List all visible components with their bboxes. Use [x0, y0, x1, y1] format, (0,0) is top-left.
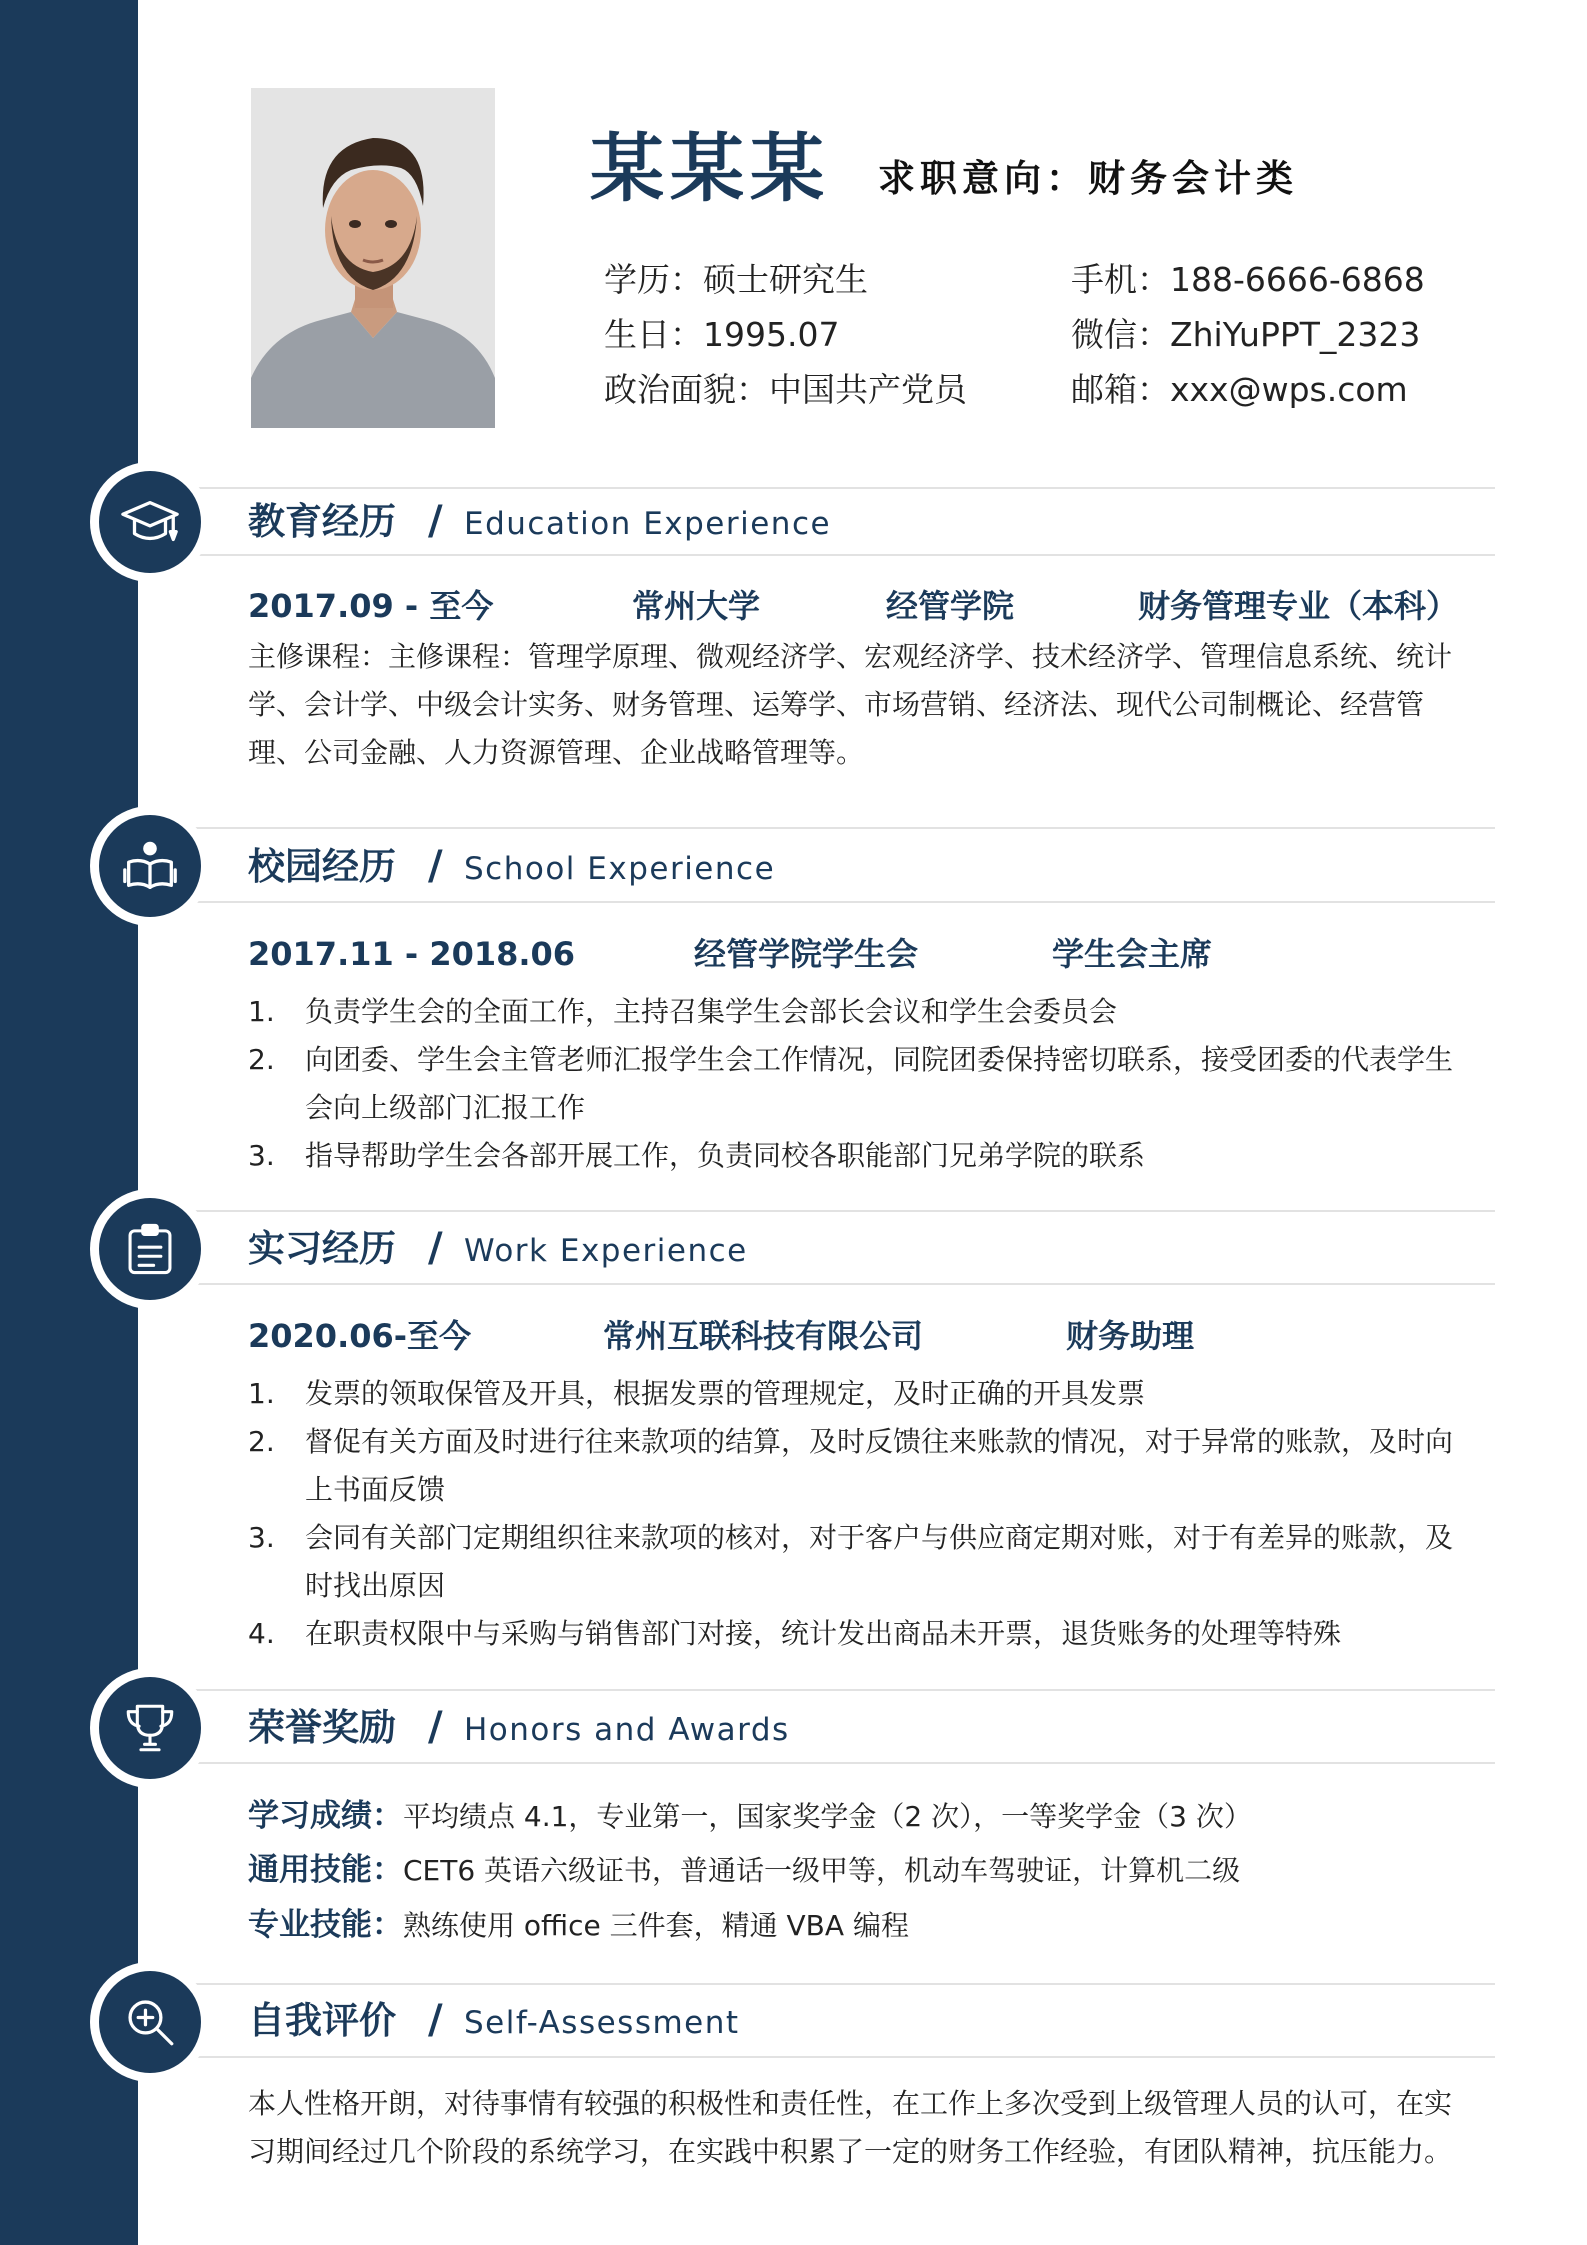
info-value: xxx@wps.com [1170, 370, 1408, 409]
info-political [604, 370, 967, 409]
list-item [248, 1418, 1468, 1514]
edu-major: 财务管理专业（本科） [1138, 587, 1459, 625]
info-label: 微信 ： [1071, 315, 1170, 354]
section-icon-badge [90, 1668, 210, 1788]
edu-period: 2017.09 - 至今 [248, 587, 494, 625]
award-text: 平均绩点 4.1，专业第一，国家奖学金（2 次），一等奖学金（3 次） [403, 1800, 1252, 1833]
sidebar-band [0, 0, 138, 2245]
section-icon-badge [90, 1189, 210, 1309]
list-text: 督促有关方面及时进行往来款项的结算，及时反馈往来账款的情况，对于异常的账款，及时向上书面反馈 [305, 1425, 1454, 1506]
trophy-icon [121, 1699, 179, 1757]
candidate-name: 某某某 [590, 126, 830, 212]
list-text: 会同有关部门定期组织往来款项的核对，对于客户与供应商定期对账，对于有差异的账款，及时找出原因 [305, 1521, 1454, 1602]
school-role: 学生会主席 [1052, 935, 1213, 973]
award-text: CET6 英语六级证书，普通话一级甲等，机动车驾驶证，计算机二级 [403, 1854, 1241, 1887]
list-item [248, 1370, 1468, 1418]
work-role: 财务助理 [1066, 1317, 1195, 1355]
info-value: ZhiYuPPT_2323 [1170, 315, 1421, 354]
edu-school: 常州大学 [632, 587, 761, 625]
section-slash: / [428, 1704, 443, 1750]
info-value: 中国共产党员 [769, 370, 967, 409]
info-value: 188-6666-6868 [1170, 260, 1425, 299]
section-divider [180, 1689, 1495, 1691]
list-number: 3. [248, 1139, 275, 1172]
section-title: 校园经历 [248, 845, 396, 888]
section-divider [180, 1983, 1495, 1985]
work-company: 常州互联科技有限公司 [603, 1317, 924, 1355]
info-wechat [1071, 315, 1421, 354]
profile-photo [251, 88, 495, 428]
section-title: 实习经历 [248, 1227, 396, 1270]
award-label: 通用技能： [248, 1852, 403, 1888]
magnifier-plus-icon [121, 1993, 179, 2051]
section-divider [180, 901, 1495, 903]
edu-college: 经管学院 [886, 587, 1015, 625]
graduation-cap-icon [119, 491, 181, 553]
section-divider [180, 1210, 1495, 1212]
section-divider [180, 487, 1495, 489]
school-duties-list [248, 988, 1468, 1180]
section-divider [180, 1762, 1495, 1764]
section-slash: / [428, 1997, 443, 2043]
section-slash: / [428, 843, 443, 889]
list-number: 3. [248, 1521, 275, 1554]
section-icon-badge [90, 806, 210, 926]
section-icon-badge [90, 1962, 210, 2082]
section-title-en: School Experience [464, 851, 776, 887]
work-duties-list [248, 1370, 1468, 1658]
list-item [248, 1610, 1468, 1658]
info-value: 1995.07 [703, 315, 840, 354]
award-label: 专业技能： [248, 1907, 403, 1943]
job-intent: 求职意向：财务会计类 [878, 157, 1298, 200]
section-title: 荣誉奖励 [248, 1706, 396, 1749]
section-divider [180, 2056, 1495, 2058]
award-row [248, 1907, 909, 1943]
section-divider [180, 827, 1495, 829]
section-title-en: Education Experience [464, 506, 832, 542]
section-icon-badge [90, 462, 210, 582]
list-text: 发票的领取保管及开具，根据发票的管理规定，及时正确的开具发票 [305, 1377, 1146, 1410]
section-divider [180, 554, 1495, 556]
list-number: 1. [248, 1377, 275, 1410]
section-slash: / [428, 498, 443, 544]
section-title: 教育经历 [248, 500, 396, 543]
award-row [248, 1798, 1252, 1834]
edu-courses: 主修课程：主修课程：管理学原理、微观经济学、宏观经济学、技术经济学、管理信息系统、统计学、会计学、中级会计实务、财务管理、运筹学、市场营销、经济法、现代公司制概论、经营管理、公司金融、人力资源管理、企业战略管理等。 [248, 640, 1453, 769]
list-number: 2. [248, 1425, 275, 1458]
list-item [248, 1514, 1468, 1610]
reading-person-icon [119, 835, 181, 897]
award-row [248, 1852, 1241, 1888]
section-title-en: Self-Assessment [464, 2005, 740, 2041]
info-label: 政治面貌 ： [604, 370, 769, 409]
list-number: 1. [248, 995, 275, 1028]
info-label: 生日 ： [604, 315, 703, 354]
section-divider [180, 1283, 1495, 1285]
list-item [248, 1036, 1468, 1132]
info-label: 手机 ： [1071, 260, 1170, 299]
info-label: 邮箱 ： [1071, 370, 1170, 409]
info-education [604, 260, 868, 299]
list-number: 4. [248, 1617, 275, 1650]
info-phone [1071, 260, 1425, 299]
section-title-en: Honors and Awards [464, 1712, 790, 1748]
info-birthday [604, 315, 840, 354]
school-period: 2017.11 - 2018.06 [248, 935, 576, 973]
award-label: 学习成绩： [248, 1798, 403, 1834]
section-slash: / [428, 1225, 443, 1271]
award-text: 熟练使用 office 三件套，精通 VBA 编程 [403, 1909, 909, 1942]
self-assessment-text: 本人性格开朗，对待事情有较强的积极性和责任性，在工作上多次受到上级管理人员的认可，在实习期间经过几个阶段的系统学习，在实践中积累了一定的财务工作经验，有团队精神，抗压能力。 [248, 2087, 1453, 2168]
school-org: 经管学院学生会 [694, 935, 919, 973]
clipboard-icon [121, 1220, 179, 1278]
list-item [248, 1132, 1468, 1180]
list-text: 负责学生会的全面工作，主持召集学生会部长会议和学生会委员会 [305, 995, 1118, 1028]
list-text: 向团委、学生会主管老师汇报学生会工作情况，同院团委保持密切联系，接受团委的代表学生会向上级部门汇报工作 [305, 1043, 1454, 1124]
info-value: 硕士研究生 [703, 260, 868, 299]
section-title-en: Work Experience [464, 1233, 748, 1269]
section-title: 自我评价 [248, 1999, 396, 2042]
list-item [248, 988, 1468, 1036]
info-label: 学历 ： [604, 260, 703, 299]
info-email [1071, 370, 1408, 409]
list-number: 2. [248, 1043, 275, 1076]
list-text: 指导帮助学生会各部开展工作，负责同校各职能部门兄弟学院的联系 [305, 1139, 1146, 1172]
work-period: 2020.06-至今 [248, 1317, 472, 1355]
list-text: 在职责权限中与采购与销售部门对接，统计发出商品未开票，退货账务的处理等特殊 [305, 1617, 1342, 1650]
